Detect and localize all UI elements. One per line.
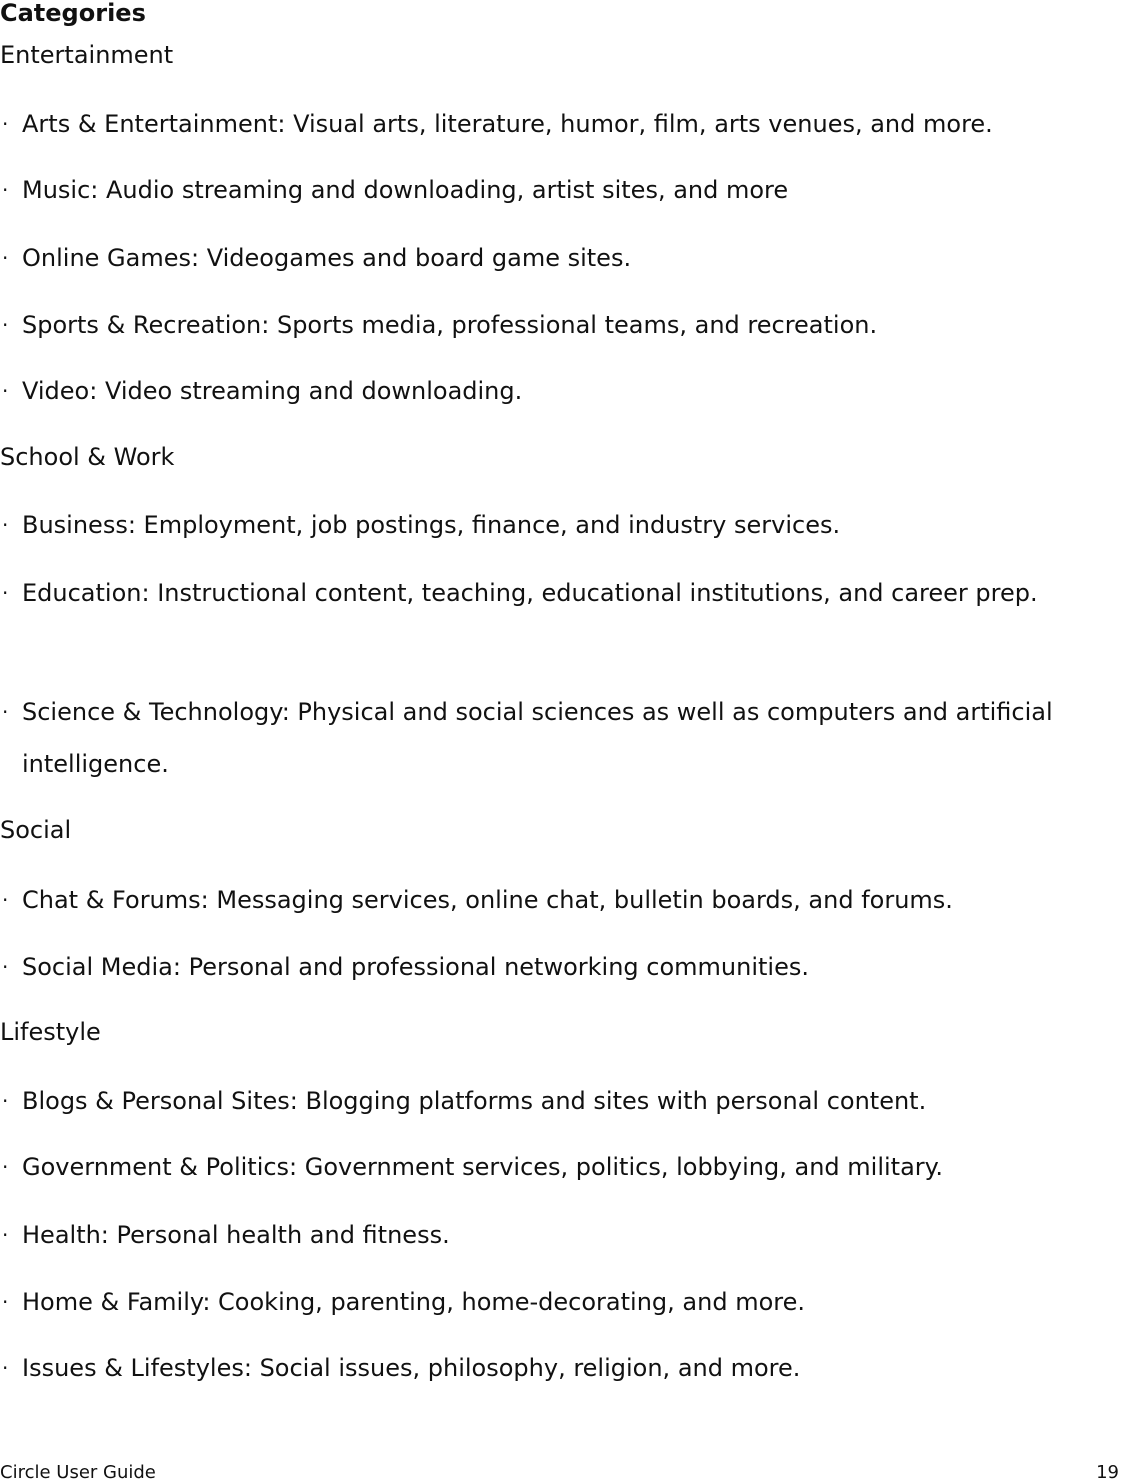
bullet-icon: · bbox=[2, 513, 9, 537]
page-title: Categories bbox=[0, 0, 146, 27]
list-item: · Social Media: Personal and professional networking communities. bbox=[0, 941, 1080, 993]
list-item: · Issues & Lifestyles: Social issues, philosophy, religion, and more. bbox=[0, 1342, 1080, 1394]
bullet-icon: · bbox=[2, 1089, 9, 1113]
list-item: · Government & Politics: Government services, politics, lobbying, and military. bbox=[0, 1141, 1080, 1193]
list-item: · Health: Personal health and fitness. bbox=[0, 1209, 1080, 1261]
list-item: · Business: Employment, job postings, finance, and industry services. bbox=[0, 499, 1080, 551]
bullet-icon: · bbox=[2, 888, 9, 912]
bullet-icon: · bbox=[2, 700, 9, 724]
bullet-icon: · bbox=[2, 1356, 9, 1380]
list-item: · Video: Video streaming and downloading. bbox=[0, 365, 1080, 417]
list-item: · Science & Technology: Physical and social sciences as well as computers and artificial intelligence. bbox=[0, 686, 1080, 790]
page-number: 19 bbox=[1096, 1462, 1119, 1483]
list-item: · Online Games: Videogames and board game sites. bbox=[0, 232, 1080, 284]
section-heading-school-work: School & Work bbox=[0, 443, 175, 471]
list-item: · Arts & Entertainment: Visual arts, literature, humor, film, arts venues, and more. bbox=[0, 98, 1080, 150]
section-heading-entertainment: Entertainment bbox=[0, 41, 174, 69]
list-item: · Music: Audio streaming and downloading, artist sites, and more bbox=[0, 164, 1080, 216]
list-item: · Chat & Forums: Messaging services, online chat, bulletin boards, and forums. bbox=[0, 874, 1080, 926]
list-item: · Home & Family: Cooking, parenting, home-decorating, and more. bbox=[0, 1276, 1080, 1328]
list-item: · Sports & Recreation: Sports media, professional teams, and recreation. bbox=[0, 299, 1080, 351]
bullet-icon: · bbox=[2, 1290, 9, 1314]
bullet-icon: · bbox=[2, 112, 9, 136]
bullet-icon: · bbox=[2, 1223, 9, 1247]
bullet-icon: · bbox=[2, 955, 9, 979]
footer-doc-title: Circle User Guide bbox=[0, 1462, 156, 1483]
section-heading-social: Social bbox=[0, 816, 72, 844]
list-item: · Education: Instructional content, teaching, educational institutions, and career prep. bbox=[0, 567, 1080, 619]
bullet-icon: · bbox=[2, 178, 9, 202]
section-heading-lifestyle: Lifestyle bbox=[0, 1018, 101, 1046]
bullet-icon: · bbox=[2, 379, 9, 403]
bullet-icon: · bbox=[2, 246, 9, 270]
bullet-icon: · bbox=[2, 581, 9, 605]
bullet-icon: · bbox=[2, 313, 9, 337]
bullet-icon: · bbox=[2, 1155, 9, 1179]
list-item: · Blogs & Personal Sites: Blogging platforms and sites with personal content. bbox=[0, 1075, 1080, 1127]
